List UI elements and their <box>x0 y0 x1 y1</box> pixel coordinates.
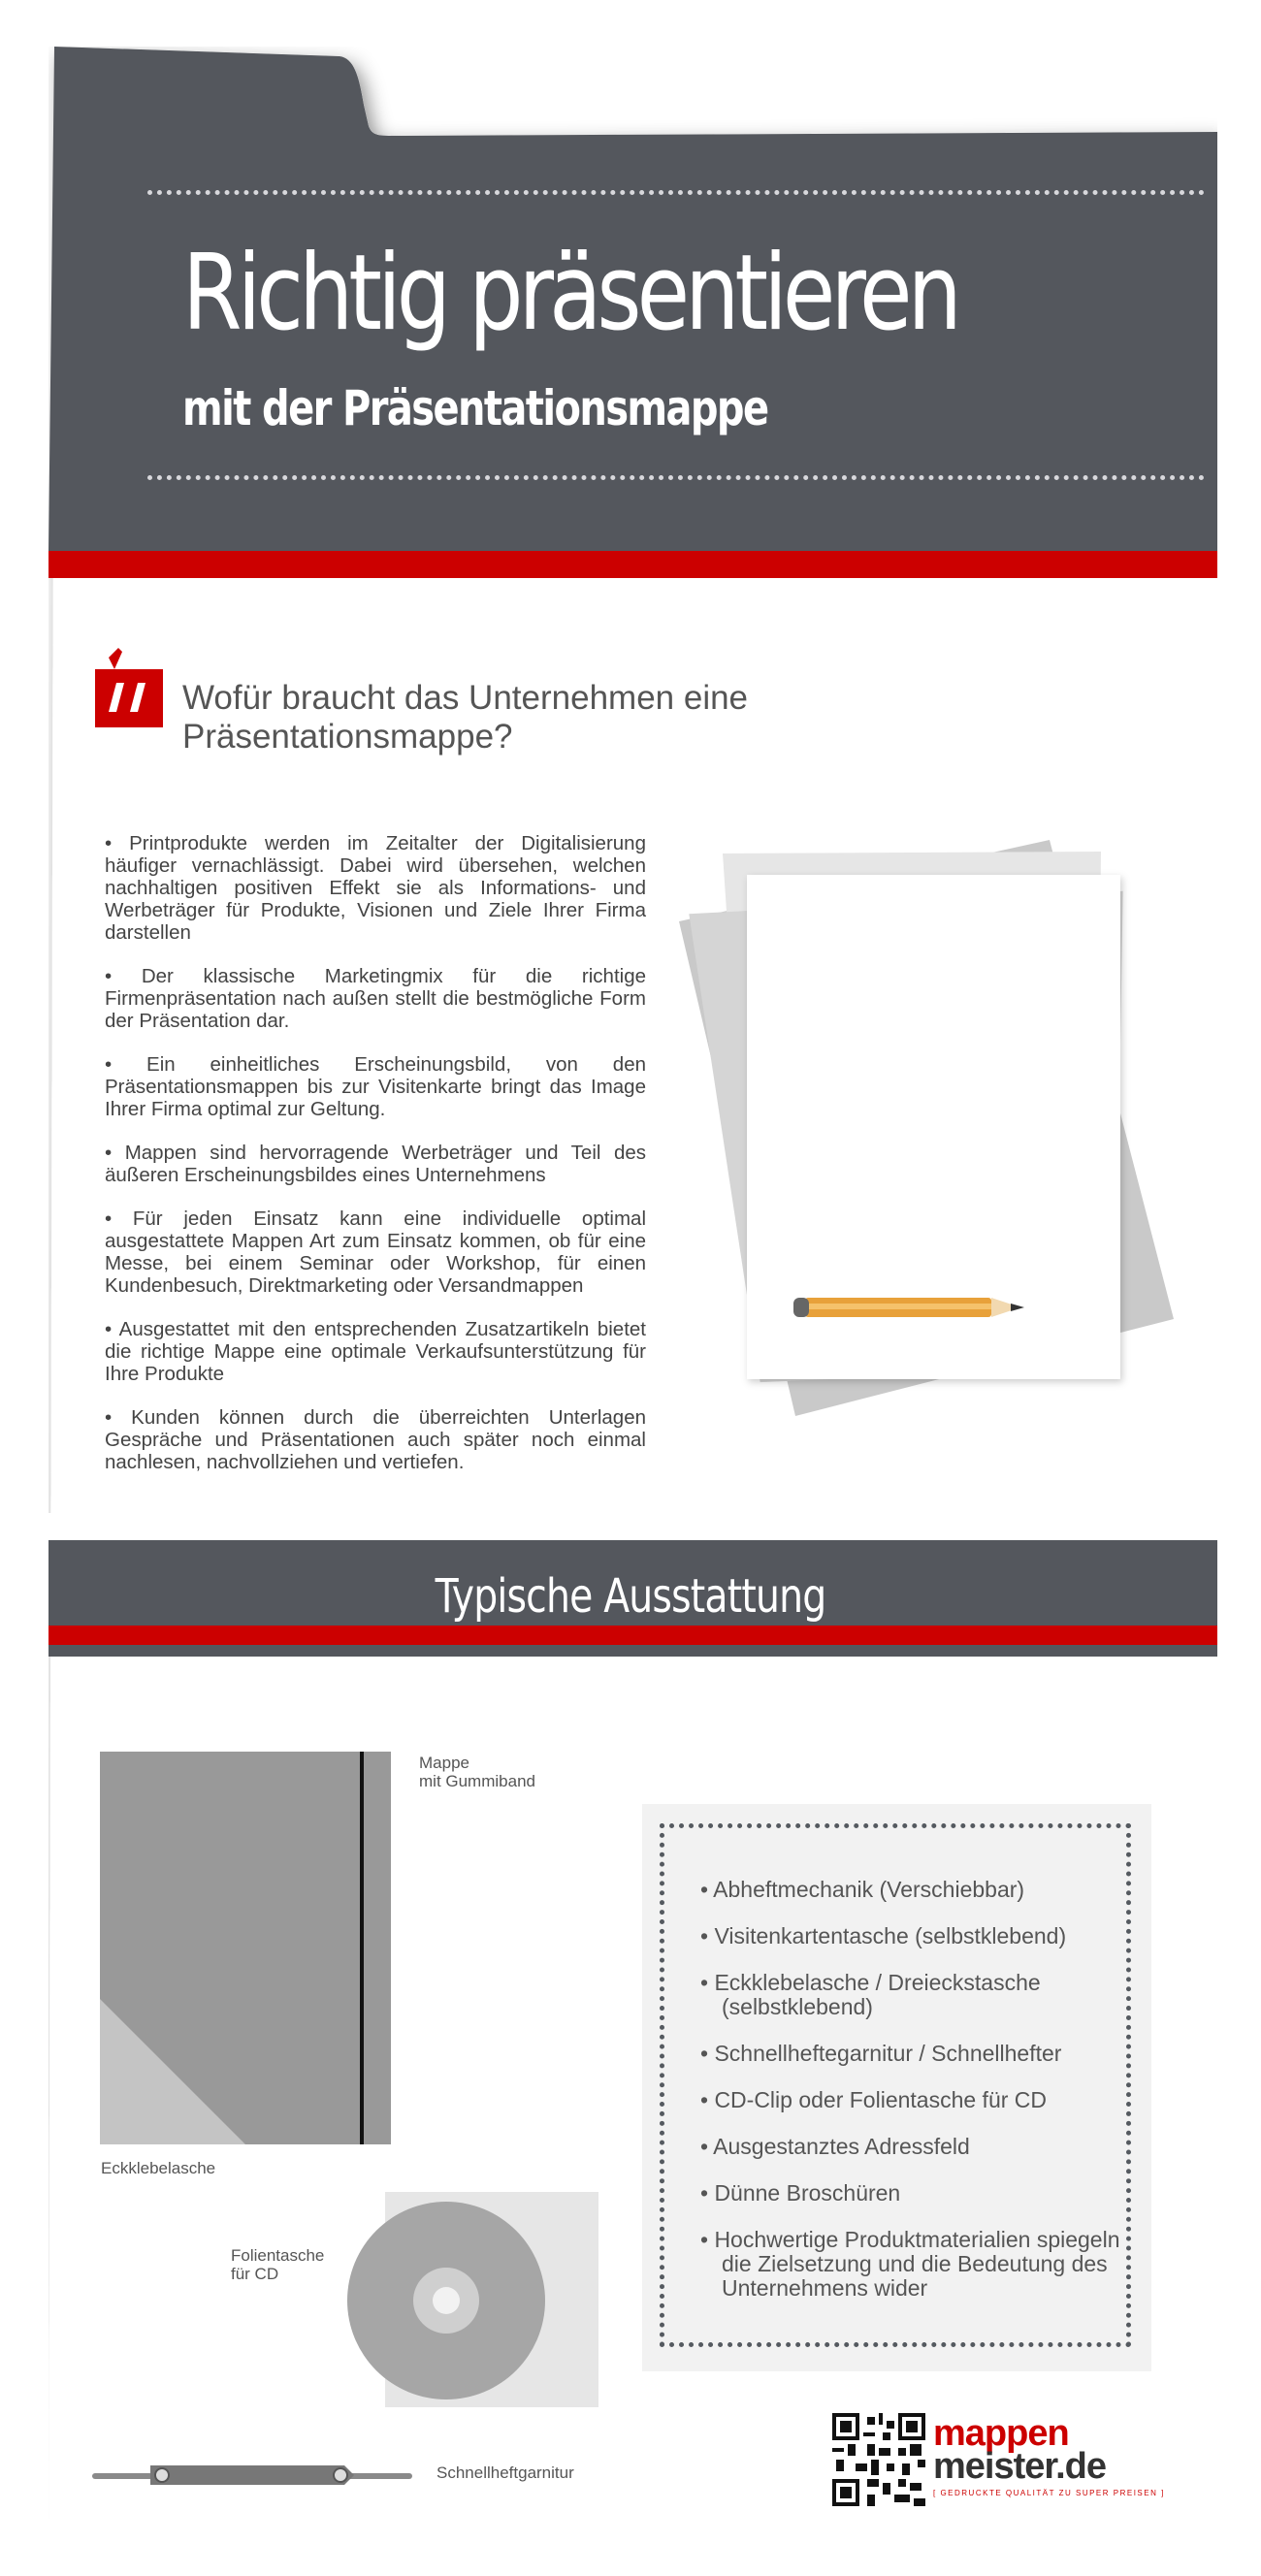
paper-stack-illustration <box>669 834 1193 1435</box>
features-box <box>642 1804 1151 2371</box>
features-list <box>700 1878 1137 2323</box>
folder-illustration <box>100 1752 391 2144</box>
intro-question: Wofür braucht das Unternehmen eine Präsentationsmappe? <box>182 679 749 756</box>
quote-icon <box>95 648 163 727</box>
list-item: • Hochwertige Produktmaterialien spiegeln die Zielsetzung und die Bedeutung des Unternehmens wider <box>700 2227 1120 2301</box>
list-item: • Abheftmechanik (Verschiebbar) <box>700 1877 1025 1902</box>
list-item: • Ausgestanztes Adressfeld <box>700 2134 970 2159</box>
list-item: • Schnellheftegarnitur / Schnellhefter <box>700 2041 1062 2066</box>
list-item: • Kunden können durch die überreichten Unterlagen Gespräche und Präsentationen auch später noch einmal nachlesen, nachvollziehen und vertiefen. <box>105 1406 646 1473</box>
logo-name: meister <box>933 2446 1056 2487</box>
list-item: • Ausgestattet mit den entsprechenden Zusatzartikeln bietet die richtige Mappe eine optimale Verkaufsunterstützung für Ihre Produkte <box>105 1318 646 1385</box>
page-subtitle: mit der Präsentationsmappe <box>182 380 768 436</box>
label-folder: Mappe mit Gummiband <box>419 1754 535 1790</box>
logo-tld: .de <box>1055 2446 1106 2487</box>
page-title: Richtig präsentieren <box>182 233 957 354</box>
list-item: • CD-Clip oder Folientasche für CD <box>700 2087 1048 2112</box>
logo-tagline: [ GEDRUCKTE QUALITÄT ZU SUPER PREISEN ] <box>933 2489 1165 2497</box>
intro-bullet-list <box>105 832 646 1495</box>
logo-text-top: mappen <box>933 2413 1069 2454</box>
pencil-icon <box>793 1298 1024 1317</box>
list-item: • Für jeden Einsatz kann eine individuelle optimal ausgestattete Mappen Art zum Einsatz kommen, ob für eine Messe, bei einem Seminar oder Workshop, für einen Kundenbesuch, Direktmarketing oder Versandmappen <box>105 1208 646 1297</box>
red-divider-top <box>48 551 1217 578</box>
label-cd-pocket: Folientasche für CD <box>231 2246 325 2283</box>
dotted-divider-top <box>147 190 1205 195</box>
red-divider-bottom <box>48 1626 1217 1645</box>
equipment-title: Typische Ausstattung <box>435 1569 826 1624</box>
cd-icon <box>344 2192 601 2410</box>
list-item: • Eckklebelasche / Dreieckstasche (selbstklebend) <box>700 1970 1041 2019</box>
label-corner-pocket: Eckklebelasche <box>101 2159 216 2177</box>
logo-text-bottom <box>933 2446 1106 2488</box>
list-item: • Ein einheitliches Erscheinungsbild, von den Präsentationsmappen bis zur Visitenkarte bringt das Image Ihrer Firma optimal zur Geltung. <box>105 1053 646 1120</box>
section-gap <box>48 1513 1217 1540</box>
list-item: • Dünne Broschüren <box>700 2180 901 2206</box>
list-item: • Printprodukte werden im Zeitalter der Digitalisierung häufiger vernachlässigt. Dabei wird übersehen, welchen nachhaltigen positiven Effekt sie als Informations- und Werbeträger für Produkte, Visionen und Ziele Ihrer Firma darstellen <box>105 832 646 944</box>
list-item: • Der klassische Marketingmix für die richtige Firmenpräsentation nach außen stellt die bestmögliche Form der Präsentation dar. <box>105 965 646 1032</box>
fastener-rail-illustration <box>92 2462 417 2489</box>
list-item: • Visitenkartentasche (selbstklebend) <box>700 1923 1067 1948</box>
list-item: • Mappen sind hervorragende Werbeträger und Teil des äußeren Erscheinungsbildes eines Unternehmens <box>105 1142 646 1186</box>
label-fastener-rail: Schnellheftgarnitur <box>436 2463 574 2482</box>
qr-code-icon <box>832 2413 925 2506</box>
dotted-divider-bottom <box>147 475 1205 480</box>
